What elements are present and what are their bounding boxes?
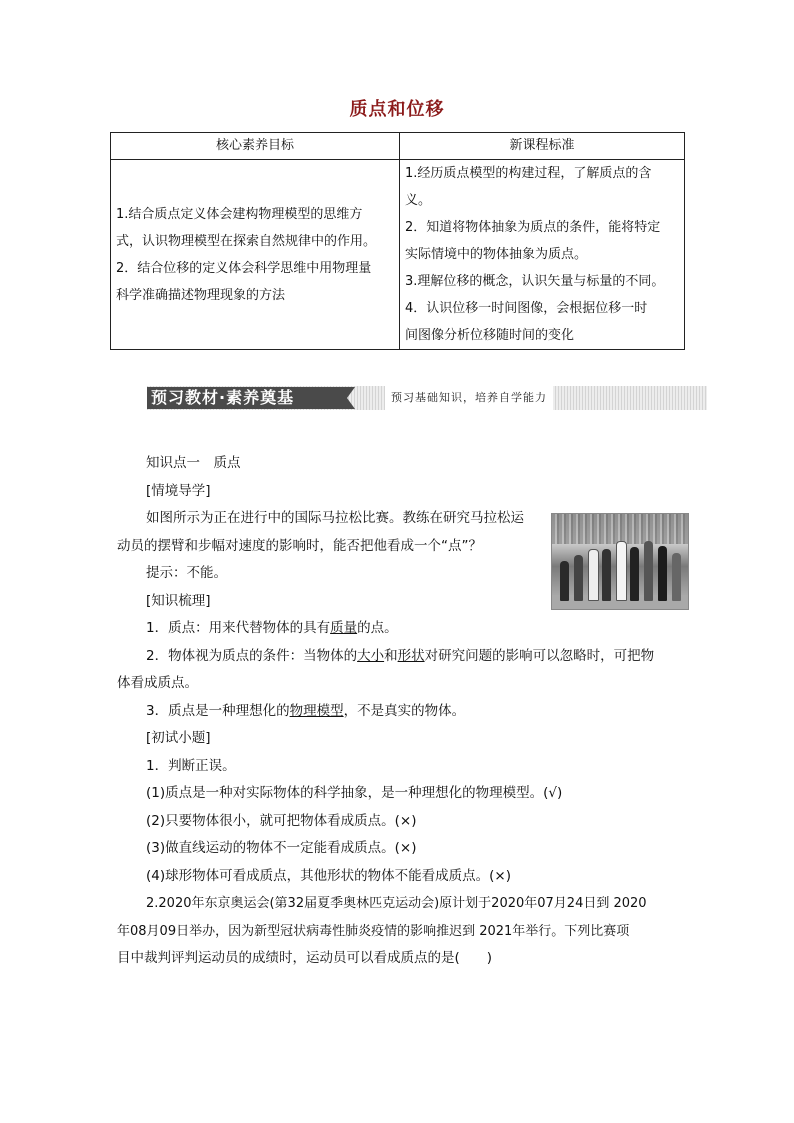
exercise-question: 2.2020年东京奥运会(第32届夏季奥林匹克运动会)原计划于2020年07月24日到 2020 <box>146 896 647 911</box>
exercise-heading: 1．判断正误。 <box>146 757 236 774</box>
cell-line: 4．认识位移一时间图像，会根据位移一时 <box>405 301 648 316</box>
underlined-term: 形状 <box>397 647 425 664</box>
header-core-goals: 核心素养目标 <box>111 133 400 160</box>
cell-line: 义。 <box>405 193 432 208</box>
knowledge-item <box>117 643 687 671</box>
section-label: [情境导学] <box>146 482 211 499</box>
section-banner <box>147 386 707 410</box>
underlined-term: 大小 <box>357 647 385 664</box>
banner-title: 预习教材·素养奠基 <box>147 387 347 409</box>
text-run: 1．质点：用来代替物体的具有 <box>146 620 331 636</box>
cell-line: 1.结合质点定义体会建构物理模型的思维方 <box>116 206 363 222</box>
text-run: 3．质点是一种理想化的 <box>146 702 290 719</box>
knowledge-item <box>117 615 687 643</box>
exercise-question: 目中裁判评判运动员的成绩时，运动员可以看成质点的是( ) <box>117 950 493 966</box>
banner-subtitle: 预习基础知识，培养自学能力 <box>385 386 553 410</box>
table-row <box>111 160 685 350</box>
core-goals-cell <box>111 160 400 350</box>
banner-arrow <box>347 387 355 409</box>
exercise-item: (4)球形物体可看成质点，其他形状的物体不能看成质点。(×) <box>146 867 511 884</box>
knowledge-item <box>117 698 687 726</box>
cell-line: 3.理解位移的概念，认识矢量与标量的不同。 <box>405 274 665 289</box>
cell-line: 1.经历质点模型的构建过程，了解质点的含 <box>405 166 652 181</box>
exercise-item: (1)质点是一种对实际物体的科学抽象，是一种理想化的物理模型。(√) <box>146 785 563 801</box>
exercise-item: (2)只要物体很小，就可把物体看成质点。(×) <box>146 812 417 829</box>
table-header-row <box>111 133 685 160</box>
exercise-question: 年08月09日举办，因为新型冠状病毒性肺炎疫情的影响推迟到 2021年举行。下列比赛项 <box>117 923 630 939</box>
new-standards-cell <box>400 160 685 350</box>
knowledge-point-heading: 知识点一 质点 <box>146 455 241 471</box>
goals-table <box>110 132 685 350</box>
cell-line: 2．知道将物体抽象为质点的条件，能将特定 <box>405 220 661 235</box>
lesson-content <box>117 450 687 973</box>
cell-line: 式，认识物理模型在探索自然规律中的作用。 <box>116 233 377 249</box>
cell-line: 科学准确描述物理现象的方法 <box>116 287 286 303</box>
text-run: 对研究问题的影响可以忽略时，可把物 <box>424 647 655 664</box>
text-run: 2．物体视为质点的条件：当物体的 <box>146 647 358 664</box>
cell-line: 2．结合位移的定义体会科学思维中用物理量 <box>116 260 372 276</box>
text-run: ，不是真实的物体。 <box>343 702 466 719</box>
cell-line: 实际情境中的物体抽象为质点。 <box>405 247 588 262</box>
question-line: 如图所示为正在进行中的国际马拉松比赛。教练在研究马拉松运 <box>146 510 524 526</box>
section-label: [初试小题] <box>146 730 211 746</box>
section-label: [知识梳理] <box>146 592 211 609</box>
question-line: 动员的摆臂和步幅对速度的影响时，能否把他看成一个“点”？ <box>117 537 482 554</box>
knowledge-item-continued: 体看成质点。 <box>117 675 198 691</box>
text-run: 的点。 <box>357 620 398 636</box>
underlined-term: 质量 <box>330 620 358 636</box>
header-new-standards: 新课程标准 <box>400 133 685 160</box>
underlined-term: 物理模型 <box>289 702 344 719</box>
cell-line: 间图像分析位移随时间的变化 <box>405 328 575 343</box>
page-title: 质点和位移 <box>349 99 445 120</box>
exercise-item: (3)做直线运动的物体不一定能看成质点。(×) <box>146 840 417 856</box>
hint-text: 提示：不能。 <box>146 565 227 581</box>
text-run: 和 <box>384 647 398 664</box>
